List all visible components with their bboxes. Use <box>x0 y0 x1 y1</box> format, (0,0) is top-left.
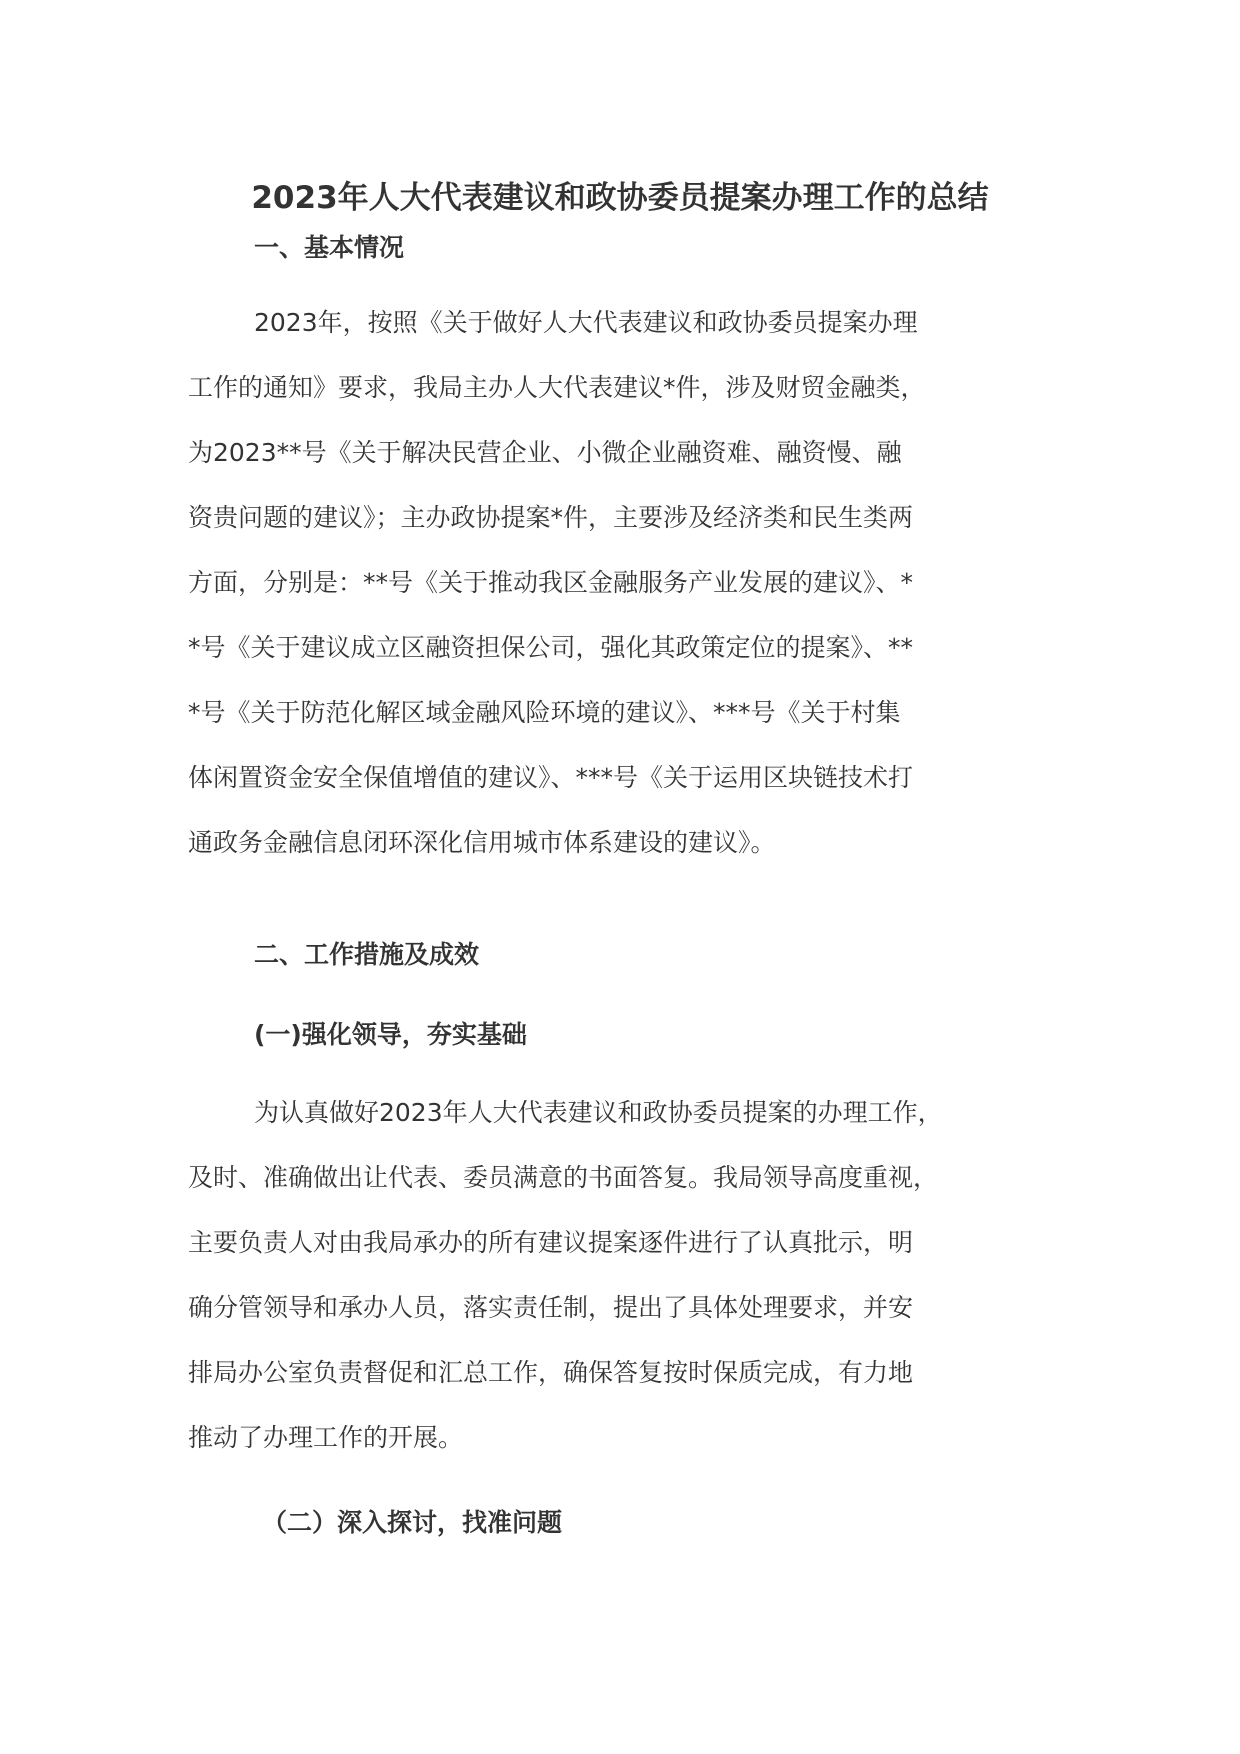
paragraph-line: *号《关于建议成立区融资担保公司，强化其政策定位的提案》、** <box>188 633 914 662</box>
document-title: 2023年人大代表建议和政协委员提案办理工作的总结 <box>251 180 989 216</box>
paragraph-line: 主要负责人对由我局承办的所有建议提案逐件进行了认真批示，明 <box>188 1228 914 1257</box>
paragraph-line: 及时、准确做出让代表、委员满意的书面答复。我局领导高度重视， <box>188 1163 939 1192</box>
paragraph-line: 为认真做好2023年人大代表建议和政协委员提案的办理工作， <box>254 1098 943 1127</box>
paragraph-line: 通政务金融信息闭环深化信用城市体系建设的建议》。 <box>188 828 776 857</box>
subsection-heading-leadership: (一)强化领导，夯实基础 <box>254 1020 527 1049</box>
paragraph-line: 工作的通知》要求，我局主办人大代表建议*件，涉及财贸金融类， <box>188 373 926 402</box>
paragraph-line: 方面，分别是：**号《关于推动我区金融服务产业发展的建议》、* <box>188 568 914 597</box>
section-heading-basic-situation: 一、基本情况 <box>254 233 405 262</box>
paragraph-line: 排局办公室负责督促和汇总工作，确保答复按时保质完成，有力地 <box>188 1358 914 1387</box>
paragraph-line: 确分管领导和承办人员，落实责任制，提出了具体处理要求，并安 <box>188 1293 914 1322</box>
subsection-heading-discussion: （二）深入探讨，找准问题 <box>262 1508 563 1537</box>
section-heading-measures: 二、工作措施及成效 <box>254 940 480 969</box>
paragraph-basic-situation <box>188 290 1058 875</box>
paragraph-line: *号《关于防范化解区域金融风险环境的建议》、***号《关于村集 <box>188 698 901 727</box>
paragraph-line: 资贵问题的建议》；主办政协提案*件，主要涉及经济类和民生类两 <box>188 503 914 532</box>
paragraph-line: 推动了办理工作的开展。 <box>188 1423 464 1452</box>
paragraph-line: 2023年，按照《关于做好人大代表建议和政协委员提案办理 <box>254 308 918 337</box>
paragraph-line: 体闲置资金安全保值增值的建议》、***号《关于运用区块链技术打 <box>188 763 914 792</box>
paragraph-leadership <box>188 1080 1058 1470</box>
paragraph-line: 为2023**号《关于解决民营企业、小微企业融资难、融资慢、融 <box>188 438 902 467</box>
